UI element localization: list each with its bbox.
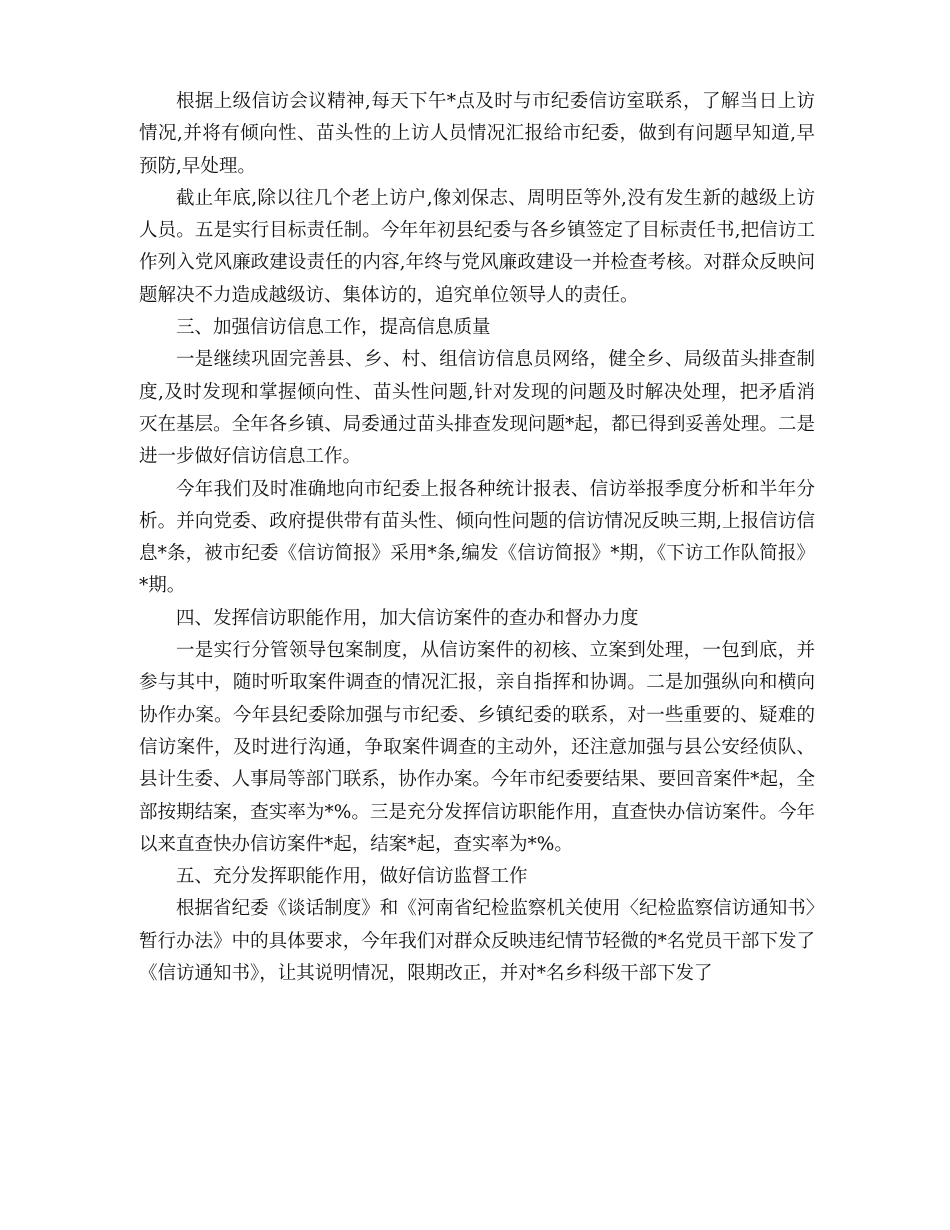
section-heading-3: 三、加强信访信息工作，提高信息质量 (176, 317, 491, 339)
paragraph-1: 根据上级信访会议精神,每天下午*点及时与市纪委信访室联系，了解当日上访情况,并将有倾向性、苗头性的上访人员情况汇报给市纪委，做到有问题早知道,早预防,早处理。 (139, 91, 815, 177)
section-heading-5: 五、充分发挥职能作用，做好信访监督工作 (176, 866, 528, 888)
section-heading-4: 四、发挥信访职能作用，加大信访案件的查办和督办力度 (176, 607, 639, 629)
paragraph-3: 一是继续巩固完善县、乡、村、组信访信息员网络，健全乡、局级苗头排查制度,及时发现和掌握倾向性、苗头性问题,针对发现的问题及时解决处理，把矛盾消灭在基层。全年各乡镇、局委通过苗头排查发现问题*起，都已得到妥善处理。二是进一步做好信访信息工作。 (139, 349, 815, 468)
paragraph-4: 今年我们及时准确地向市纪委上报各种统计报表、信访举报季度分析和半年分析。并向党委、政府提供带有苗头性、倾向性问题的信访情况反映三期,上报信访信息*条，被市纪委《信访简报》采用*条,编发《信访简报》*期，《下访工作队简报》*期。 (139, 478, 815, 597)
paragraph-2: 截止年底,除以往几个老上访户,像刘保志、周明臣等外,没有发生新的越级上访人员。五是实行目标责任制。今年年初县纪委与各乡镇签定了目标责任书,把信访工作列入党风廉政建设责任的内容,年终与党风廉政建设一并检查考核。对群众反映问题解决不力造成越级访、集体访的，追究单位领导人的责任。 (139, 187, 815, 306)
paragraph-5: 一是实行分管领导包案制度，从信访案件的初核、立案到处理，一包到底，并参与其中，随时听取案件调查的情况汇报，亲自指挥和协调。二是加强纵向和横向协作办案。今年县纪委除加强与市纪委、乡镇纪委的联系，对一些重要的、疑难的信访案件，及时进行沟通，争取案件调查的主动外，还注意加强与县公安经侦队、县计生委、人事局等部门联系，协作办案。今年市纪委要结果、要回音案件*起，全部按期结案，查实率为*%。三是充分发挥信访职能作用，直查快办信访案件。今年以来直查快办信访案件*起，结案*起，查实率为*%。 (139, 640, 815, 855)
document-body (139, 86, 815, 990)
paragraph-6: 根据省纪委《谈话制度》和《河南省纪检监察机关使用〈纪检监察信访通知书〉暂行办法》中的具体要求，今年我们对群众反映违纪情节轻微的*名党员干部下发了《信访通知书》，让其说明情况，限期改正，并对*名乡科级干部下发了 (139, 898, 815, 985)
